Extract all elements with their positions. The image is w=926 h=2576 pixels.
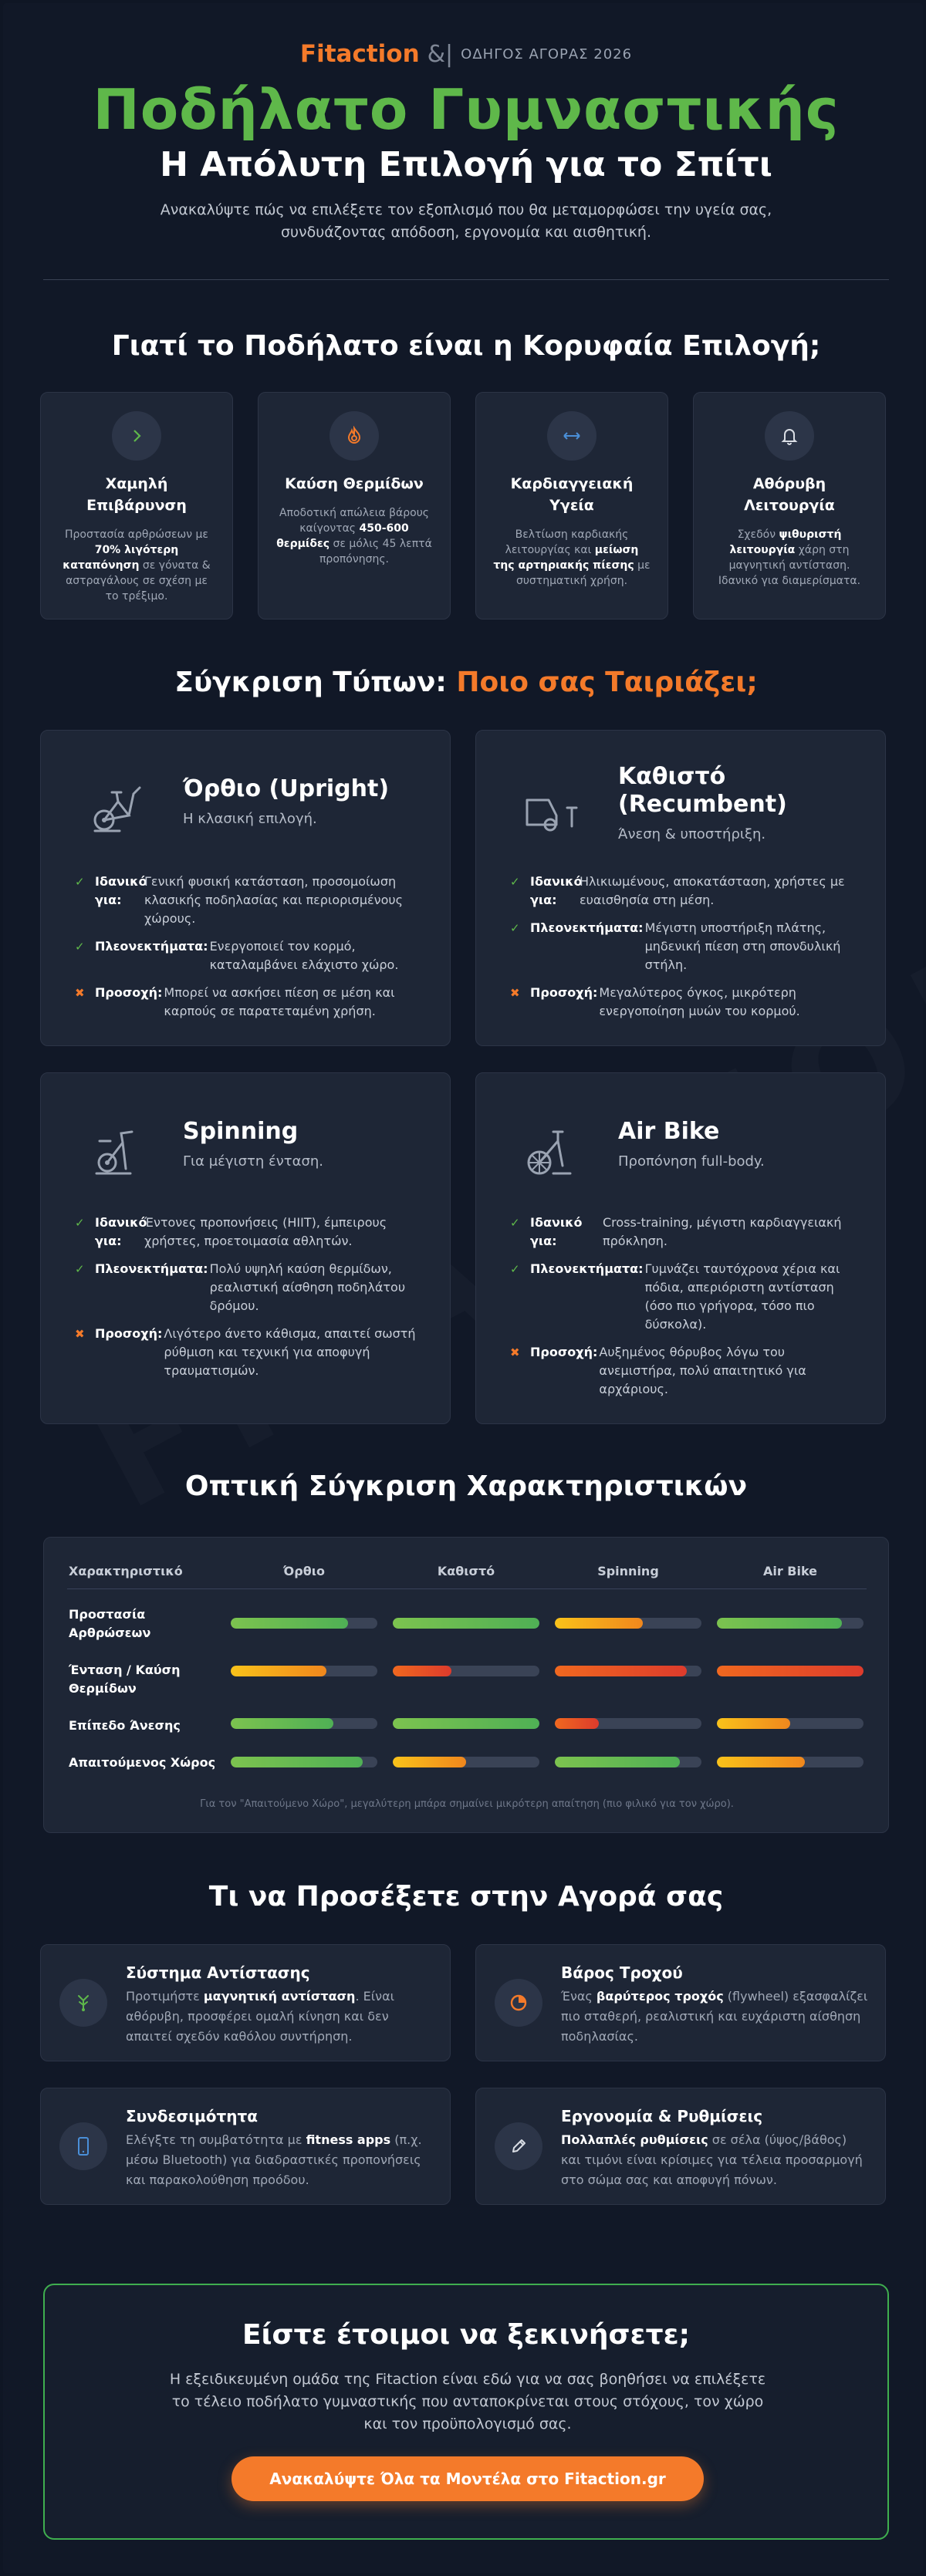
header-brand-line	[3, 40, 926, 68]
type-tagline: Η κλασική επιλογή.	[183, 811, 317, 827]
tips-section-title: Τι να Προσέξετε στην Αγορά σας	[208, 1881, 724, 1913]
comparison-bar-fill	[555, 1757, 680, 1767]
cross-icon: ✖	[75, 1327, 85, 1341]
type-row: ✓ Ιδανικό για: Ηλικιωμένους, αποκατάσταση, χρήστες με ευαισθησία στη μέση.	[510, 873, 865, 910]
type-tagline: Για μέγιστη ένταση.	[183, 1153, 324, 1170]
column-header: Καθιστό	[437, 1564, 495, 1578]
benefit-title: Χαμηλή Επιβάρυνση	[86, 475, 187, 514]
cta-title: Είστε έτοιμοι να ξεκινήσετε;	[242, 2319, 691, 2351]
comparison-table	[43, 1537, 889, 1833]
tip-card-flywheel	[475, 1944, 886, 2061]
feature-label: Ένταση / Καύση Θερμίδων	[69, 1663, 181, 1696]
comparison-bar-fill	[555, 1718, 599, 1729]
comparison-bar-fill	[393, 1618, 539, 1629]
comparison-bar	[717, 1757, 863, 1767]
comparison-bar-fill	[717, 1718, 790, 1729]
comparison-bar	[555, 1666, 701, 1676]
type-name: Air Bike	[618, 1118, 720, 1145]
column-header: Air Bike	[762, 1564, 818, 1578]
benefit-desc: Βελτίωση καρδιακής λειτουργίας και μείωση της αρτηριακής πίεσης με συστηματική χρήση.	[493, 528, 651, 587]
comparison-bar	[717, 1666, 863, 1676]
tip-title: Βάρος Τροχού	[561, 1963, 683, 1982]
comparison-bar-fill	[231, 1618, 348, 1629]
check-icon: ✓	[510, 1262, 520, 1276]
comparison-bar	[555, 1757, 701, 1767]
arrows-icon	[547, 411, 596, 461]
upright-bike-icon	[84, 777, 146, 839]
column-header-feature: Χαρακτηριστικό	[69, 1564, 183, 1578]
tip-desc: Πολλαπλές ρυθμίσεις σε σέλα (ύψος/βάθος) και τιμόνι είναι κρίσιμες για τέλεια προσαρμογή στο σώμα σας και αποφυγή πόνων.	[561, 2132, 863, 2187]
comparison-bar-fill	[231, 1718, 333, 1729]
check-icon: ✓	[510, 875, 520, 889]
cta-text: Η εξειδικευμένη ομάδα της Fitaction είναι εδώ για να σας βοηθήσει να επιλέξετε το τέλειο ποδήλατο γυμναστικής που ανταποκρίνεται στους στόχους, τον χώρο και τον προϋπολογισμό σας.	[169, 2371, 766, 2433]
cta-section	[43, 2284, 889, 2540]
intro-text: Ανακαλύψτε πώς να επιλέξετε τον εξοπλισμό που θα μεταμορφώσει την υγεία σας, συνδυάζοντας απόδοση, εργονομία και αισθητική.	[160, 201, 772, 241]
benefit-card-cardio	[475, 392, 668, 620]
type-row: ✓ Ιδανικό για: Γενική φυσική κατάσταση, προσομοίωση κλασικής ποδηλασίας και περιορισμένους χώρους.	[75, 873, 430, 928]
feature-label: Προστασία Αρθρώσεων	[69, 1607, 151, 1640]
type-row: ✖ Προσοχή: Μπορεί να ασκήσει πίεση σε μέση και καρπούς σε παρατεταμένη χρήση.	[75, 984, 430, 1021]
type-row: ✓ Πλεονεκτήματα: Μέγιστη υποστήριξη πλάτης, μηδενική πίεση στη σπονδυλική στήλη.	[510, 919, 865, 974]
comparison-bar	[231, 1757, 377, 1767]
type-row: ✓ Πλεονεκτήματα: Ενεργοποιεί τον κορμό, καταλαμβάνει ελάχιστο χώρο.	[75, 937, 430, 974]
type-name: Spinning	[183, 1118, 299, 1145]
type-row: ✓ Πλεονεκτήματα: Πολύ υψηλή καύση θερμίδων, ρεαλιστική αίσθηση ποδηλάτου δρόμου.	[75, 1260, 430, 1315]
tip-title: Συνδεσιμότητα	[126, 2107, 258, 2125]
cross-icon: ✖	[75, 986, 85, 1000]
comparison-note: Για τον "Απαιτούμενο Χώρο", μεγαλύτερη μπάρα σημαίνει μικρότερη απαίτηση (πιο φιλικό για τον χώρο).	[200, 1798, 734, 1810]
page-title: Ποδήλατο Γυμναστικής	[93, 77, 840, 142]
comparison-bar	[231, 1718, 377, 1729]
type-name: Καθιστό (Recumbent)	[618, 763, 787, 818]
type-card-air-bike	[475, 1072, 886, 1424]
phone-icon	[59, 2122, 107, 2170]
benefit-card-low-impact	[40, 392, 233, 620]
check-icon: ✓	[75, 940, 85, 954]
check-icon: ✓	[75, 875, 85, 889]
page-subtitle: Η Απόλυτη Επιλογή για το Σπίτι	[160, 145, 772, 184]
check-icon: ✓	[75, 1216, 85, 1230]
flame-icon	[330, 411, 379, 461]
benefit-card-silent	[693, 392, 886, 620]
comparison-bar-fill	[231, 1666, 326, 1676]
pencil-icon	[495, 2122, 542, 2170]
comparison-bar	[717, 1618, 863, 1629]
tip-card-connectivity	[40, 2088, 451, 2205]
tip-card-ergonomics	[475, 2088, 886, 2205]
benefit-title: Καύση Θερμίδων	[285, 475, 424, 492]
comparison-bar-fill	[717, 1666, 863, 1676]
comparison-bar-fill	[393, 1666, 451, 1676]
type-row: ✓ Ιδανικό για: Cross-training, μέγιστη καρδιαγγειακή πρόκληση.	[510, 1214, 865, 1251]
type-rows	[75, 873, 430, 1030]
column-header: Όρθιο	[283, 1564, 325, 1578]
cross-icon: ✖	[510, 1345, 520, 1359]
comparison-bar-fill	[555, 1666, 687, 1676]
benefit-desc: Προστασία αρθρώσεων με 70% λιγότερη καταπόνηση σε γόνατα & αστραγάλους σε σχέση με το τρέξιμο.	[63, 528, 211, 603]
type-row: ✖ Προσοχή: Μεγαλύτερος όγκος, μικρότερη ενεργοποίηση μυών του κορμού.	[510, 984, 865, 1021]
explore-models-button[interactable]: Ανακαλύψτε Όλα τα Μοντέλα στο Fitaction.gr	[231, 2456, 704, 2501]
types-section-title: Σύγκριση Τύπων: Ποιο σας Ταιριάζει;	[174, 667, 758, 698]
type-card-spinning	[40, 1072, 451, 1424]
why-section-title: Γιατί το Ποδήλατο είναι η Κορυφαία Επιλογή;	[111, 330, 821, 362]
check-icon: ✓	[510, 1216, 520, 1230]
comparison-bar	[393, 1618, 539, 1629]
table-header-divider	[67, 1588, 867, 1589]
type-row: ✓ Πλεονεκτήματα: Γυμνάζει ταυτόχρονα χέρια και πόδια, απεριόριστη αντίσταση (όσο πιο γρήγορα, τόσο πιο δύσκολα).	[510, 1260, 865, 1334]
resistance-icon	[59, 1979, 107, 2027]
type-rows	[510, 1214, 865, 1408]
recumbent-bike-icon	[519, 777, 581, 839]
check-icon: ✓	[510, 921, 520, 935]
comparison-bar-fill	[393, 1757, 466, 1767]
benefit-desc: Αποδοτική απώλεια βάρους καίγοντας 450-600 θερμίδες σε μόλις 45 λεπτά προπόνησης.	[276, 507, 432, 566]
type-row: ✓ Ιδανικό για: Έντονες προπονήσεις (HIIT), έμπειρους χρήστες, προετοιμασία αθλητών.	[75, 1214, 430, 1251]
comparison-section-title: Οπτική Σύγκριση Χαρακτηριστικών	[184, 1470, 748, 1502]
tip-card-resistance	[40, 1944, 451, 2061]
feature-label: Επίπεδο Άνεσης	[69, 1718, 181, 1733]
comparison-bar	[231, 1618, 377, 1629]
benefit-card-calories	[258, 392, 451, 620]
tip-desc: Προτιμήστε μαγνητική αντίσταση. Είναι αθόρυβη, προσφέρει ομαλή κίνηση και δεν απαιτεί σχεδόν καθόλου συντήρηση.	[126, 1989, 395, 2044]
comparison-bar	[393, 1718, 539, 1729]
comparison-bar-fill	[717, 1757, 805, 1767]
brand-logo[interactable]: Fitaction	[299, 40, 420, 68]
type-rows	[510, 873, 865, 1030]
type-tagline: Προπόνηση full-body.	[618, 1153, 765, 1170]
tip-title: Εργονομία & Ρυθμίσεις	[561, 2107, 763, 2125]
type-card-recumbent	[475, 730, 886, 1046]
column-header: Spinning	[597, 1564, 659, 1578]
comparison-bar	[231, 1666, 377, 1676]
comparison-bar	[555, 1718, 701, 1729]
comparison-bar-fill	[717, 1618, 842, 1629]
type-row: ✖ Προσοχή: Λιγότερο άνετο κάθισμα, απαιτεί σωστή ρύθμιση και τεχνική για αποφυγή τραυματισμών.	[75, 1325, 430, 1380]
feature-label: Απαιτούμενος Χώρος	[69, 1755, 216, 1770]
bell-icon	[765, 411, 814, 461]
brand-separator: &|	[427, 41, 454, 68]
tip-desc: Ελέγξτε τη συμβατότητα με fitness apps (π.χ. μέσω Bluetooth) για διαδραστικές προπονήσεις και παρακολούθηση προόδου.	[126, 2132, 422, 2187]
type-tagline: Άνεση & υποστήριξη.	[618, 826, 766, 842]
comparison-bar-fill	[555, 1618, 643, 1629]
spinning-bike-icon	[84, 1119, 146, 1181]
benefit-title: Καρδιαγγειακή Υγεία	[510, 475, 634, 514]
page	[3, 3, 923, 2573]
cross-icon: ✖	[510, 986, 520, 1000]
tip-title: Σύστημα Αντίστασης	[126, 1963, 310, 1982]
divider	[43, 279, 889, 280]
guide-label: ΟΔΗΓΟΣ ΑΓΟΡΑΣ 2026	[461, 46, 633, 62]
comparison-bar	[393, 1666, 539, 1676]
type-name: Όρθιο (Upright)	[183, 775, 390, 802]
benefit-desc: Σχεδόν ψιθυριστή λειτουργία χάρη στη μαγνητική αντίσταση. Ιδανικό για διαμερίσματα.	[718, 528, 861, 587]
flywheel-icon	[495, 1979, 542, 2027]
check-icon: ✓	[75, 1262, 85, 1276]
comparison-bar	[717, 1718, 863, 1729]
type-card-upright	[40, 730, 451, 1046]
comparison-bar-fill	[393, 1718, 539, 1729]
comparison-bar-fill	[231, 1757, 363, 1767]
benefit-title: Αθόρυβη Λειτουργία	[744, 475, 835, 514]
comparison-bar	[555, 1618, 701, 1629]
comparison-bar	[393, 1757, 539, 1767]
type-rows	[75, 1214, 430, 1389]
type-row: ✖ Προσοχή: Αυξημένος θόρυβος λόγω του ανεμιστήρα, πολύ απαιτητικό για αρχάριους.	[510, 1343, 865, 1399]
tip-desc: Ένας βαρύτερος τροχός (flywheel) εξασφαλίζει πιο σταθερή, ρεαλιστική και ευχάριστη αίσθηση ποδηλασίας.	[561, 1989, 868, 2044]
air-bike-icon	[519, 1119, 581, 1181]
chevron-right-icon	[112, 411, 161, 461]
